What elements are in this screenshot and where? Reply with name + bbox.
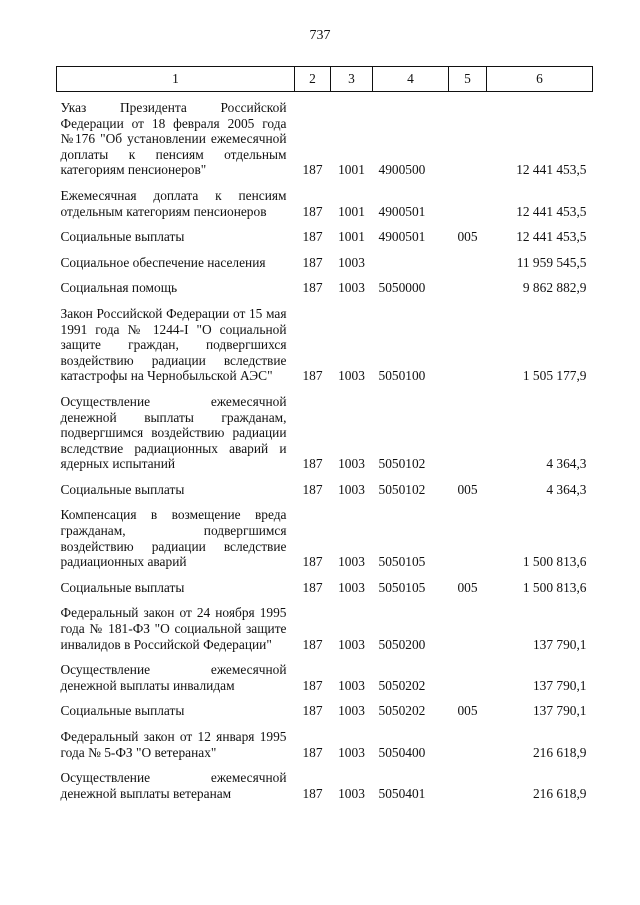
row-name: Социальные выплаты — [60, 481, 185, 497]
row-col-4: 4900500 — [378, 162, 426, 178]
row-col-2: 187 — [302, 785, 323, 801]
row-col-3: 1003 — [338, 636, 365, 652]
row-col-5 — [449, 760, 487, 801]
header-col-6: 6 — [487, 67, 593, 92]
row-name: Осуществление ежемесячной денежной выплаты инвалидам — [60, 662, 287, 693]
row-col-3: 1003 — [338, 254, 365, 270]
row-col-3: 1003 — [338, 785, 365, 801]
row-amount: 1 505 177,9 — [522, 368, 587, 384]
row-col-3: 1003 — [338, 456, 365, 472]
table-row — [57, 497, 593, 569]
row-col-2: 187 — [302, 744, 323, 760]
row-col-5 — [449, 384, 487, 472]
table-row — [57, 296, 593, 384]
table-row — [57, 472, 593, 498]
row-amount: 216 618,9 — [532, 785, 587, 801]
row-col-3: 1003 — [338, 481, 365, 497]
header-col-2: 2 — [295, 67, 331, 92]
row-name: Указ Президента Российской Федерации от 18 февраля 2005 года №176 "Об установлении ежемесячной доплаты к пенсиям отдельным категориям пенсионеров" — [60, 100, 287, 178]
table-row — [57, 384, 593, 472]
row-col-3: 1001 — [338, 229, 365, 245]
row-col-3: 1003 — [338, 677, 365, 693]
row-col-4: 5050202 — [378, 703, 426, 719]
row-col-4: 5050200 — [378, 636, 426, 652]
row-name: Социальные выплаты — [60, 579, 185, 595]
row-col-4: 5050000 — [378, 280, 426, 296]
row-col-4: 5050102 — [378, 456, 426, 472]
row-col-5 — [449, 270, 487, 296]
row-col-3: 1001 — [338, 203, 365, 219]
row-amount: 4 364,3 — [546, 456, 587, 472]
row-col-5: 005 — [457, 703, 478, 719]
header-col-4: 4 — [373, 67, 449, 92]
row-col-2: 187 — [302, 280, 323, 296]
row-amount: 12 441 453,5 — [516, 162, 587, 178]
row-col-4: 5050102 — [378, 481, 426, 497]
row-col-2: 187 — [302, 677, 323, 693]
row-col-2: 187 — [302, 368, 323, 384]
row-col-5: 005 — [457, 229, 478, 245]
row-col-4 — [373, 245, 449, 271]
row-col-4: 5050100 — [378, 368, 426, 384]
row-col-3: 1003 — [338, 744, 365, 760]
row-col-4: 4900501 — [378, 229, 426, 245]
row-col-2: 187 — [302, 481, 323, 497]
row-name: Социальное обеспечение населения — [60, 254, 266, 270]
row-col-2: 187 — [302, 579, 323, 595]
table-row — [57, 595, 593, 652]
table-row — [57, 570, 593, 596]
row-col-2: 187 — [302, 703, 323, 719]
row-col-4: 5050400 — [378, 744, 426, 760]
header-col-1: 1 — [57, 67, 295, 92]
table-body — [57, 92, 593, 802]
row-col-5 — [449, 497, 487, 569]
row-amount: 137 790,1 — [532, 677, 587, 693]
row-col-3: 1003 — [338, 703, 365, 719]
row-amount: 137 790,1 — [532, 636, 587, 652]
budget-table — [56, 66, 593, 801]
row-amount: 137 790,1 — [532, 703, 587, 719]
row-amount: 1 500 813,6 — [522, 579, 587, 595]
row-name: Социальная помощь — [60, 280, 178, 296]
table-row — [57, 219, 593, 245]
row-name: Ежемесячная доплата к пенсиям отдельным категориям пенсионеров — [60, 187, 287, 219]
row-col-5 — [449, 245, 487, 271]
header-row — [57, 67, 593, 92]
row-name: Федеральный закон от 12 января 1995 года № 5-ФЗ "О ветеранах" — [60, 729, 287, 760]
row-name: Осуществление ежемесячной денежной выплаты ветеранам — [60, 770, 287, 801]
row-amount: 12 441 453,5 — [516, 203, 587, 219]
row-col-5 — [449, 719, 487, 760]
row-col-2: 187 — [302, 636, 323, 652]
row-name: Компенсация в возмещение вреда гражданам, подвергшимся воздействию радиации вследствие радиационных аварий — [60, 507, 287, 570]
row-amount: 4 364,3 — [546, 481, 587, 497]
row-amount: 11 959 545,5 — [516, 254, 587, 270]
row-name: Социальные выплаты — [60, 229, 185, 245]
row-name: Закон Российской Федерации от 15 мая 1991 года № 1244-I "О социальной защите граждан, подвергшихся воздействию радиации вследствие катастрофы на Чернобыльской АЭС" — [60, 305, 287, 384]
row-col-5 — [449, 178, 487, 219]
row-col-4: 5050401 — [378, 785, 426, 801]
row-col-3: 1003 — [338, 280, 365, 296]
row-col-4: 5050105 — [378, 579, 426, 595]
table-header — [57, 67, 593, 92]
table-row — [57, 693, 593, 719]
row-col-5: 005 — [457, 579, 478, 595]
row-col-2: 187 — [302, 456, 323, 472]
row-col-5 — [449, 652, 487, 693]
row-amount: 9 862 882,9 — [522, 280, 587, 296]
row-col-5 — [449, 92, 487, 178]
header-col-3: 3 — [331, 67, 373, 92]
table-row — [57, 719, 593, 760]
row-col-2: 187 — [302, 203, 323, 219]
row-amount: 216 618,9 — [532, 744, 587, 760]
row-col-3: 1003 — [338, 579, 365, 595]
row-col-2: 187 — [302, 229, 323, 245]
row-col-4: 4900501 — [378, 203, 426, 219]
table-row — [57, 270, 593, 296]
row-name: Федеральный закон от 24 ноября 1995 года № 181-ФЗ "О социальной защите инвалидов в Российской Федерации" — [60, 605, 287, 652]
row-col-5: 005 — [457, 481, 478, 497]
row-col-5 — [449, 595, 487, 652]
table-row — [57, 245, 593, 271]
row-col-3: 1003 — [338, 368, 365, 384]
row-col-5 — [449, 296, 487, 384]
row-col-3: 1001 — [338, 162, 365, 178]
row-name: Социальные выплаты — [60, 703, 185, 719]
table-row — [57, 178, 593, 219]
table-row — [57, 652, 593, 693]
row-col-4: 5050105 — [378, 554, 426, 570]
page-number: 737 — [309, 28, 331, 43]
row-col-2: 187 — [302, 254, 323, 270]
row-col-3: 1003 — [338, 554, 365, 570]
table-row — [57, 760, 593, 801]
row-amount: 1 500 813,6 — [522, 554, 587, 570]
row-col-4: 5050202 — [378, 677, 426, 693]
table-row — [57, 92, 593, 178]
row-name: Осуществление ежемесячной денежной выплаты гражданам, подвергшимся воздействию радиации вследствие радиационных аварий и ядерных испытаний — [60, 393, 287, 472]
row-col-2: 187 — [302, 162, 323, 178]
row-col-2: 187 — [302, 554, 323, 570]
row-amount: 12 441 453,5 — [516, 229, 587, 245]
header-col-5: 5 — [449, 67, 487, 92]
